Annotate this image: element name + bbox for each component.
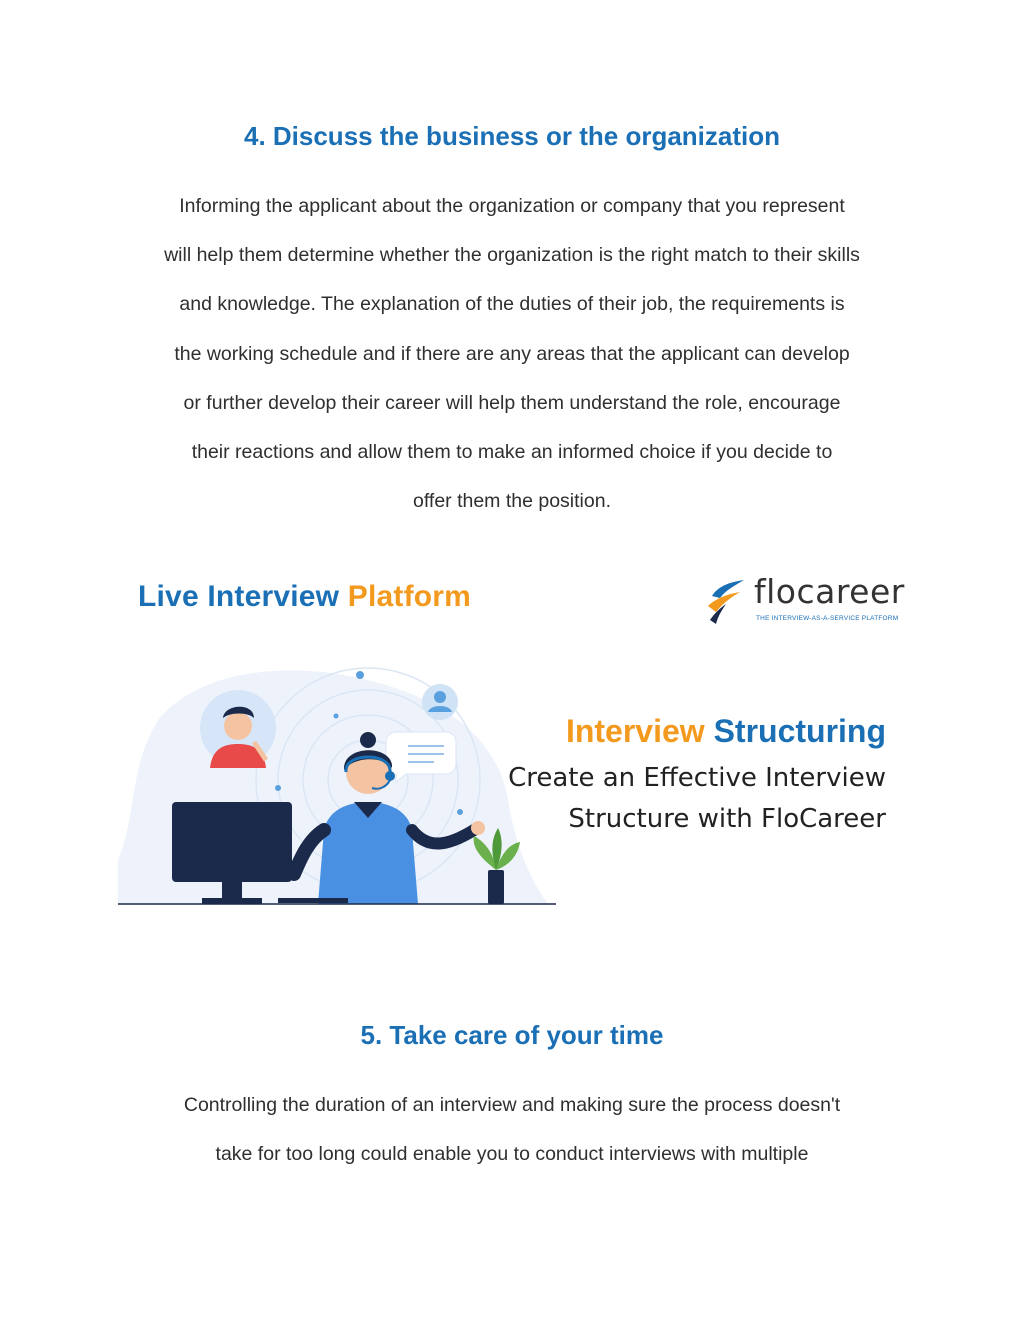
section-5-paragraph [112, 1081, 912, 1179]
banner-title [138, 580, 471, 614]
banner-subtitle-part2: Structuring [713, 713, 886, 749]
section-4-heading: 4. Discuss the business or the organization [243, 121, 780, 151]
banner-tagline-line2: Structure with FloCareer [568, 804, 886, 834]
banner-subtitle [566, 713, 886, 750]
banner-subtitle-part1: Interview [565, 713, 705, 749]
interview-illustration [118, 660, 558, 910]
logo-wordmark: flocareer [754, 572, 905, 611]
paragraph-line: and knowledge. The explanation of the duties of their job, the requirements is [179, 293, 845, 316]
paragraph-line: Controlling the duration of an interview and making sure the process doesn't [183, 1094, 841, 1116]
banner-title-part2: Platform [347, 580, 472, 613]
paragraph-line: take for too long could enable you to conduct interviews with multiple [215, 1143, 809, 1166]
paragraph-line: offer them the position. [412, 490, 611, 513]
paragraph-line: their reactions and allow them to make an informed choice if you decide to [191, 441, 833, 464]
banner-title-part1: Live Interview [138, 580, 340, 613]
paragraph-line: will help them determine whether the organization is the right match to their skills [164, 244, 860, 267]
logo-tagline: THE INTERVIEW-AS-A-SERVICE PLATFORM [756, 615, 899, 622]
paragraph-line: or further develop their career will help them understand the role, encourage [183, 391, 841, 414]
banner-tagline-line1: Create an Effective Interview [508, 763, 886, 793]
section-5-heading: 5. Take care of your time [360, 1020, 664, 1050]
section-4-paragraph [112, 182, 912, 526]
paragraph-line: the working schedule and if there are any areas that the applicant can develop [174, 342, 850, 365]
interview-banner-image [118, 560, 905, 915]
speech-bubble-icon [386, 732, 456, 782]
user-avatar-icon [422, 684, 458, 720]
paragraph-line: Informing the applicant about the organization or company that you represent [179, 195, 845, 217]
flocareer-logo [704, 570, 905, 630]
flocareer-swoosh-icon [704, 574, 752, 624]
